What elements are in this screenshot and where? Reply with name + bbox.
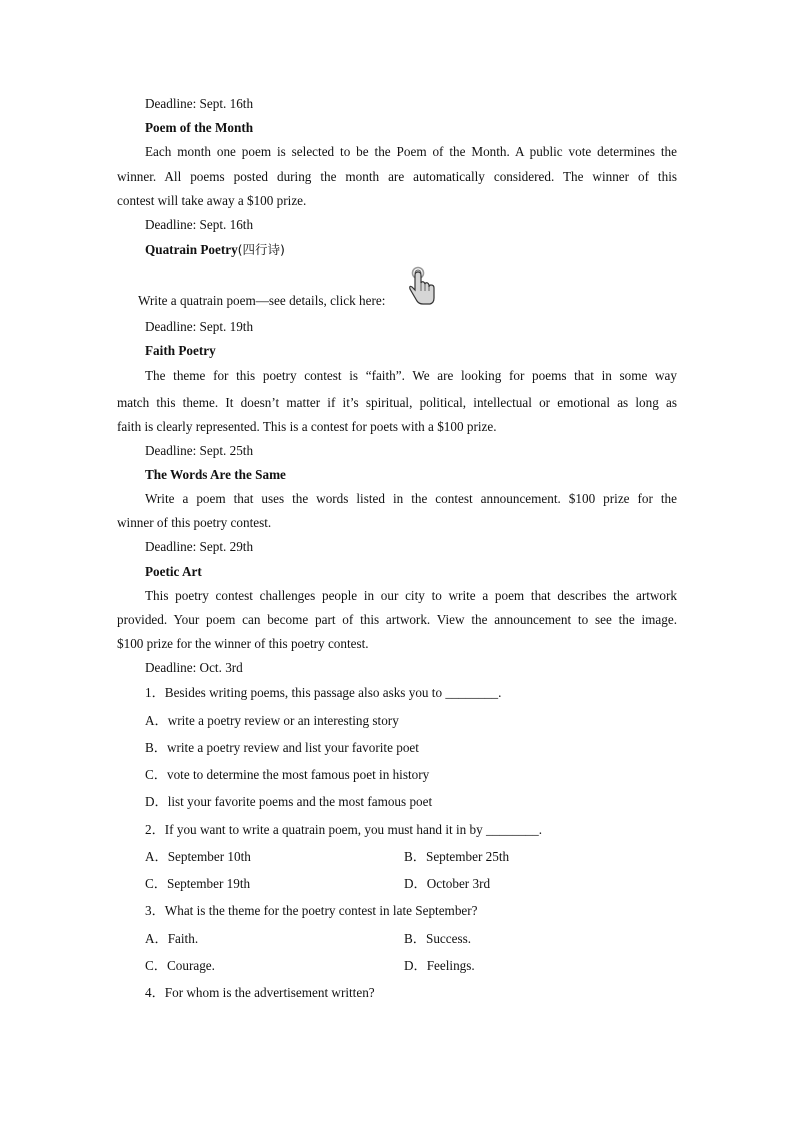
contest-title-the-words-are-the-same: The Words Are the Same [145,467,286,482]
option-2d: D．October 3rd [404,876,491,891]
option-1b: B．write a poetry review and list your favorite poet [145,740,419,755]
contest-description-line: winner. All poems posted during the month are automatically considered. The winner of this [117,169,677,184]
deadline-text: Deadline: Sept. 16th [145,96,254,111]
contest-description-line: The theme for this poetry contest is “faith”. We are looking for poems that in some way [145,368,677,383]
question-3: 3．What is the theme for the poetry contest in late September? [145,903,478,918]
question-2: 2．If you want to write a quatrain poem, you must hand it in by ________. [145,822,543,837]
option-2a: A．September 10th [145,849,251,864]
contest-description-line: This poetry contest challenges people in our city to write a poem that describes the artwork [145,588,677,603]
contest-title-poetic-art: Poetic Art [145,564,202,579]
option-1d: D．list your favorite poems and the most famous poet [145,794,433,809]
contest-description-line: faith is clearly represented. This is a contest for poets with a $100 prize. [117,419,497,434]
contest-title-poem-of-the-month: Poem of the Month [145,120,254,135]
option-3d: D．Feelings. [404,958,475,973]
deadline-text: Deadline: Sept. 25th [145,443,254,458]
option-1a: A．write a poetry review or an interesting story [145,713,399,728]
deadline-text: Deadline: Oct. 3rd [145,660,243,675]
contest-description-line: match this theme. It doesn’t matter if it’s spiritual, political, intellectual or emotional as long as [117,395,677,410]
contest-title-faith-poetry: Faith Poetry [145,343,216,358]
question-4: 4．For whom is the advertisement written? [145,985,375,1000]
option-3b: B．Success. [404,931,472,946]
contest-title: Quatrain Poetry [145,242,238,257]
option-3c: C．Courage. [145,958,215,973]
question-1: 1．Besides writing poems, this passage also asks you to ________. [145,685,502,700]
option-2b: B．September 25th [404,849,510,864]
contest-description-line: Each month one poem is selected to be the Poem of the Month. A public vote determines the [145,144,677,159]
deadline-text: Deadline: Sept. 19th [145,319,254,334]
contest-description-line: provided. Your poem can become part of this artwork. View the announcement to see the image. [117,612,677,627]
option-2c: C．September 19th [145,876,251,891]
contest-description-line: Write a poem that uses the words listed in the contest announcement. $100 prize for the [145,491,677,506]
contest-description-line: winner of this poetry contest. [117,515,272,530]
contest-description-line: contest will take away a $100 prize. [117,193,307,208]
contest-title-quatrain-poetry [145,242,285,258]
quatrain-details-link[interactable]: Write a quatrain poem—see details, click here: [138,293,386,308]
deadline-text: Deadline: Sept. 16th [145,217,254,232]
contest-description-line: $100 prize for the winner of this poetry contest. [117,636,369,651]
option-3a: A．Faith. [145,931,199,946]
deadline-text: Deadline: Sept. 29th [145,539,254,554]
hand-pointer-icon[interactable] [408,266,438,306]
option-1c: C．vote to determine the most famous poet in history [145,767,430,782]
contest-title-chinese: (四行诗) [237,242,285,257]
